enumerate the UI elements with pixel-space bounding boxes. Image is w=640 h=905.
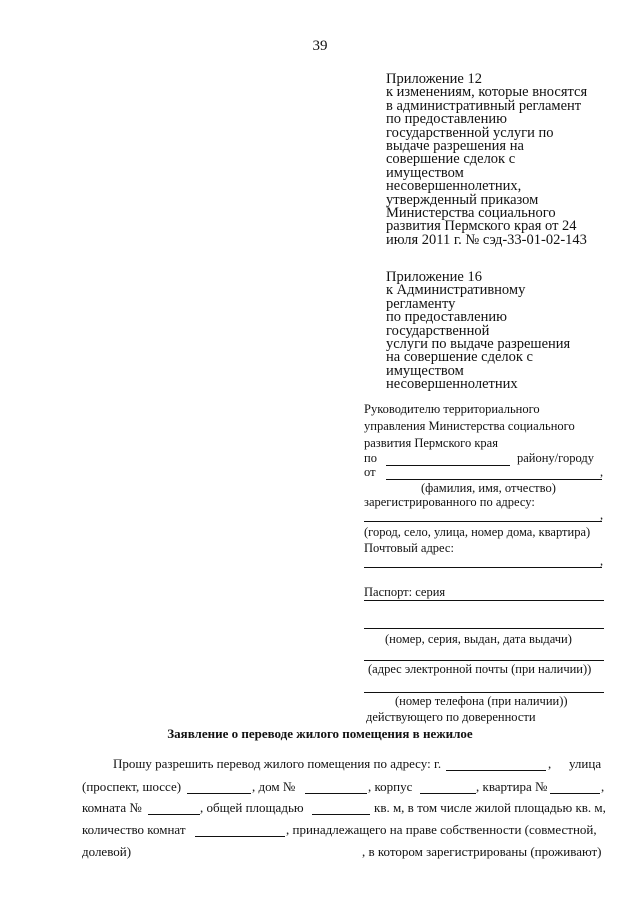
appendix-line: к Административному: [386, 282, 526, 299]
comma: ,: [548, 756, 552, 771]
passport-series-field[interactable]: [364, 600, 604, 601]
ownership-label: , принадлежащего на праве собственности (совместной,: [286, 822, 597, 837]
total-area-field[interactable]: [312, 814, 370, 815]
passport-details-field[interactable]: [364, 628, 604, 629]
email-field[interactable]: [364, 660, 604, 661]
comma: ,: [601, 779, 605, 794]
registered-residents-label: , в котором зарегистрированы (проживают): [362, 844, 602, 859]
shared-label: долевой): [82, 844, 132, 859]
registered-address-field[interactable]: [364, 521, 602, 522]
email-caption: (адрес электронной почты (при наличии)): [368, 662, 592, 676]
appendix-line: по предоставлению: [386, 309, 507, 326]
appendix-line: на совершение сделок с: [386, 349, 533, 366]
postal-address-field[interactable]: [364, 567, 602, 568]
ot-label: от: [364, 465, 376, 479]
page-number: 39: [312, 38, 328, 54]
appendix-12-block: [386, 73, 587, 247]
appendix-line: несовершеннолетних,: [386, 178, 522, 195]
appendix-line: регламенту: [386, 295, 456, 312]
appendix-line: развития Пермского края от 24: [386, 218, 577, 235]
addressee-line-3: развития Пермского края: [364, 436, 498, 450]
appendix-line: Приложение 12: [386, 71, 482, 87]
room-label: комната №: [82, 800, 142, 815]
appendix-line: услуги по выдаче разрешения: [386, 336, 571, 353]
appendix-line: к изменениям, которые вносятся: [386, 84, 588, 101]
appendix-line: утвержденный приказом: [386, 191, 539, 208]
appendix-line: Приложение 16: [386, 269, 482, 285]
appendix-line: имуществом: [386, 164, 464, 181]
appendix-line: имуществом: [386, 362, 464, 379]
address-caption: (город, село, улица, номер дома, квартира): [364, 525, 591, 539]
comma: ,: [600, 508, 604, 522]
house-label: , дом №: [252, 779, 296, 794]
phone-caption: (номер телефона (при наличии)): [395, 694, 568, 708]
statement-title: Заявление о переводе жилого помещения в нежилое: [167, 726, 473, 741]
apartment-label: , квартира №: [476, 779, 548, 794]
building-label: , корпус: [368, 779, 413, 794]
comma: ,: [600, 465, 604, 479]
appendix-line: Министерства социального: [386, 205, 556, 222]
total-area-label: , общей площадью: [200, 800, 304, 815]
postal-label: Почтовый адрес:: [364, 541, 454, 555]
room-field[interactable]: [148, 814, 200, 815]
fio-caption: (фамилия, имя, отчество): [421, 481, 556, 495]
rooms-count-field[interactable]: [195, 836, 285, 837]
appendix-line: государственной: [386, 322, 490, 339]
appendix-line: совершение сделок с: [386, 151, 516, 168]
street-label: улица: [569, 756, 602, 771]
building-field[interactable]: [420, 793, 476, 794]
appendix-line: в административный регламент: [386, 97, 582, 114]
street-field[interactable]: [187, 793, 251, 794]
appendix-line: государственной услуги по: [386, 124, 554, 141]
city-field[interactable]: [446, 770, 546, 771]
addressee-line-1: Руководителю территориального: [364, 402, 540, 416]
district-label: району/городу: [517, 451, 594, 465]
body-l1-text: Прошу разрешить перевод жилого помещения по адресу: г.: [113, 756, 442, 771]
rooms-count-label: количество комнат: [82, 822, 186, 837]
passport-caption: (номер, серия, выдан, дата выдачи): [385, 632, 572, 646]
appendix-line: выдаче разрешения на: [386, 138, 524, 155]
apartment-field[interactable]: [550, 793, 600, 794]
comma: ,: [600, 554, 604, 568]
district-field[interactable]: [386, 465, 510, 466]
phone-field[interactable]: [364, 692, 604, 693]
appendix-16-block: [386, 271, 570, 392]
applicant-name-field[interactable]: [386, 479, 602, 480]
appendix-line: несовершеннолетних: [386, 376, 518, 393]
living-area-label: кв. м, в том числе жилой площадью кв. м,: [374, 800, 606, 815]
prospect-label: (проспект, шоссе): [82, 779, 182, 794]
appendix-line: по предоставлению: [386, 111, 507, 128]
po-label: по: [364, 451, 377, 465]
proxy-label: действующего по доверенности: [366, 710, 536, 724]
passport-label: Паспорт: серия: [364, 585, 446, 599]
registered-label: зарегистрированного по адресу:: [364, 495, 535, 509]
addressee-line-2: управления Министерства социального: [364, 419, 575, 433]
house-field[interactable]: [305, 793, 367, 794]
appendix-line: июля 2011 г. № сэд-33-01-02-143: [386, 231, 587, 248]
